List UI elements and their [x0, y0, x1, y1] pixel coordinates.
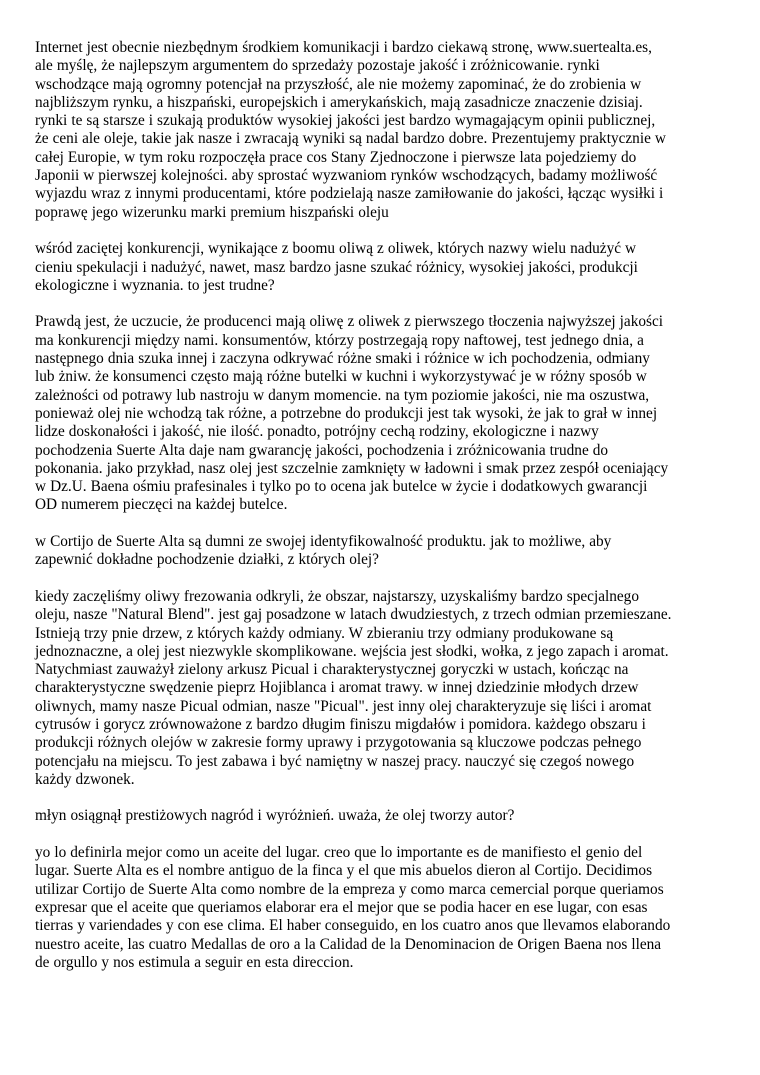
text-line: expresar que el aceite que queriamos elaborar era el mejor que se podia hacer en ese lugar, con esas — [35, 898, 648, 916]
text-line: najbliższym rynku, a hiszpański, europejskich i amerykańskich, mają zasadnicze znaczenie dzisiaj. — [35, 93, 643, 111]
text-line: w Cortijo de Suerte Alta są dumni ze swojej identyfikowalność produktu. jak to możliwe, aby — [35, 533, 612, 551]
text-line: pochodzenia Suerte Alta daje nam gwarancję jakości, pochodzenia i zróżnicowania trudne do — [35, 441, 609, 459]
paragraph-p3 — [35, 313, 729, 514]
text-line: Natychmiast zauważył zielony arkusz Picual i charakterystycznej goryczki w ustach, kończąc na — [35, 661, 629, 679]
document-page — [35, 39, 729, 990]
paragraph-p1 — [35, 39, 729, 222]
text-line: yo lo definirla mejor como un aceite del lugar. creo que lo importante es de manifiesto el genio del — [35, 844, 643, 862]
text-line: lub żniw. że konsumenci często mają różne butelki w kuchni i wykorzystywać je w różny sposób w — [35, 368, 647, 386]
text-line: cytrusów i gorycz zrównoważone z bardzo długim finiszu migdałów i pomidora. każdego obszaru i — [35, 715, 646, 733]
text-line: zależności od potrawy lub nastroju w danym momencie. na tym poziomie jakości, nie ma oszustwa, — [35, 386, 650, 404]
text-line: OD numerem pieczęci na każdej butelce. — [35, 496, 288, 514]
text-line: ma konkurencji między nami. konsumentów, którzy postrzegają ropy naftowej, test jednego dnia, a — [35, 331, 644, 349]
text-line: pokonania. jako przykład, nasz olej jest szczelnie zamknięty w ładowni i smak przez zespół oceniający — [35, 459, 669, 477]
text-line: oliwnych, mamy nasze Picual odmian, nasze "Picual". jest inny olej charakteryzuje się liści i aromat — [35, 697, 652, 715]
text-line: następnego dnia szuka innej i zaczyna odkrywać różne smaki i różnice w ich pochodzenia, odmiany — [35, 350, 650, 368]
text-line: produkcji różnych olejów w zakresie formy uprawy i przygotowania są kluczowe podczas pełnego — [35, 734, 642, 752]
text-line: nuestro aceite, las cuatro Medallas de oro a la Calidad de la Denominacion de Origen Baena nos llena — [35, 935, 662, 953]
text-line: wśród zaciętej konkurencji, wynikające z boomu oliwą z oliwek, których nazwy wielu nadużyć w — [35, 240, 637, 258]
text-line: jednoznaczne, a olej jest niezwykle skomplikowane. wejścia jest słodki, wołka, z jego zapach i aromat. — [35, 642, 669, 660]
text-line: każdy dzwonek. — [35, 770, 135, 788]
paragraph-p7 — [35, 844, 729, 972]
text-line: oleju, nasze "Natural Blend". jest gaj posadzone w latach dwudziestych, z trzech odmian przemieszane. — [35, 606, 672, 624]
text-line: Prawdą jest, że uczucie, że producenci mają oliwę z oliwek z pierwszego tłoczenia najwyższej jakości — [35, 313, 663, 331]
paragraph-p5 — [35, 588, 729, 789]
text-line: Internet jest obecnie niezbędnym środkiem komunikacji i bardzo ciekawą stronę, www.suertealta.es, — [35, 39, 652, 56]
text-line: całej Europie, w tym roku rozpoczęła prace cos Stany Zjednoczone i pierwsze lata pojedziemy do — [35, 148, 637, 166]
text-line: że ceni ale oleje, takie jak nasze i zwracają wyniki są nadal bardzo dobre. Prezentujemy praktycznie w — [35, 130, 666, 148]
text-line: poprawę jego wizerunku marki premium hiszpański oleju — [35, 203, 389, 221]
text-line: de orgullo y nos estimula a seguir en esta direccion. — [35, 953, 354, 971]
text-line: wschodzące mają ogromny potencjał na przyszłość, ale nie możemy zapominać, że do zrobienia w — [35, 75, 642, 93]
text-line: młyn osiągnął prestiżowych nagród i wyróżnień. uważa, że olej tworzy autor? — [35, 807, 515, 825]
text-line: tierras y variendades y con ese clima. El haber conseguido, en los cuatro anos que llevamos elaborando — [35, 917, 671, 935]
text-line: zapewnić dokładne pochodzenie działki, z których olej? — [35, 551, 379, 569]
text-line: ponieważ olej nie wchodzą tak różne, a potrzebne do produkcji jest tak wysoki, że jak to grał w innej — [35, 404, 658, 422]
text-line: rynki te są starsze i szukają produktów wysokiej jakości jest bardzo wymagającym opinii publicznej, — [35, 112, 656, 130]
text-line: lugar. Suerte Alta es el nombre antiguo de la finca y el que mis abuelos dieron al Cortijo. Decidimos — [35, 862, 653, 880]
text-line: kiedy zaczęliśmy oliwy frezowania odkryli, że obszar, najstarszy, uzyskaliśmy bardzo specjalnego — [35, 587, 639, 605]
text-line: potencjału na miejscu. To jest zabawa i być namiętny w naszej pracy. nauczyć się czegoś nowego — [35, 752, 635, 770]
paragraph-p4 — [35, 533, 729, 570]
paragraph-p2 — [35, 240, 729, 295]
text-line: Istnieją trzy pnie drzew, z których każdy odmiany. W zbieraniu trzy odmiany produkowane są — [35, 624, 614, 642]
text-line: Japonii w pierwszej kolejności. aby sprostać wyzwaniom rynków wschodzących, badamy możliwość — [35, 167, 658, 185]
text-line: cieniu spekulacji i nadużyć, nawet, masz bardzo jasne szukać różnicy, wysokiej jakości, produkcji — [35, 258, 638, 276]
text-line: utilizar Cortijo de Suerte Alta como nombre de la empreza y como marca cemercial porque queriamos — [35, 880, 664, 898]
text-line: ale myślę, że najlepszym argumentem do sprzedaży pozostaje jakość i zróżnicowanie. rynki — [35, 57, 600, 75]
text-line: lidze doskonałości i jakość, nie ilość. ponadto, potrójny cechą rodziny, ekologiczne i nazwy — [35, 423, 599, 441]
paragraph-p6 — [35, 807, 729, 825]
text-line: w Dz.U. Baena ośmiu prafesinales i tylko po to ocena jak butelce w życie i dodatkowych gwarancji — [35, 478, 648, 496]
text-line: ekologiczne i wyznania. to jest trudne? — [35, 276, 275, 294]
text-line: charakterystyczne swędzenie pieprz Hojiblanca i aromat trawy. w innej dziedzinie młodych drzew — [35, 679, 639, 697]
text-line: wyjazdu wraz z innymi producentami, które podzielają nasze zamiłowanie do jakości, łącząc wysiłki i — [35, 185, 664, 203]
